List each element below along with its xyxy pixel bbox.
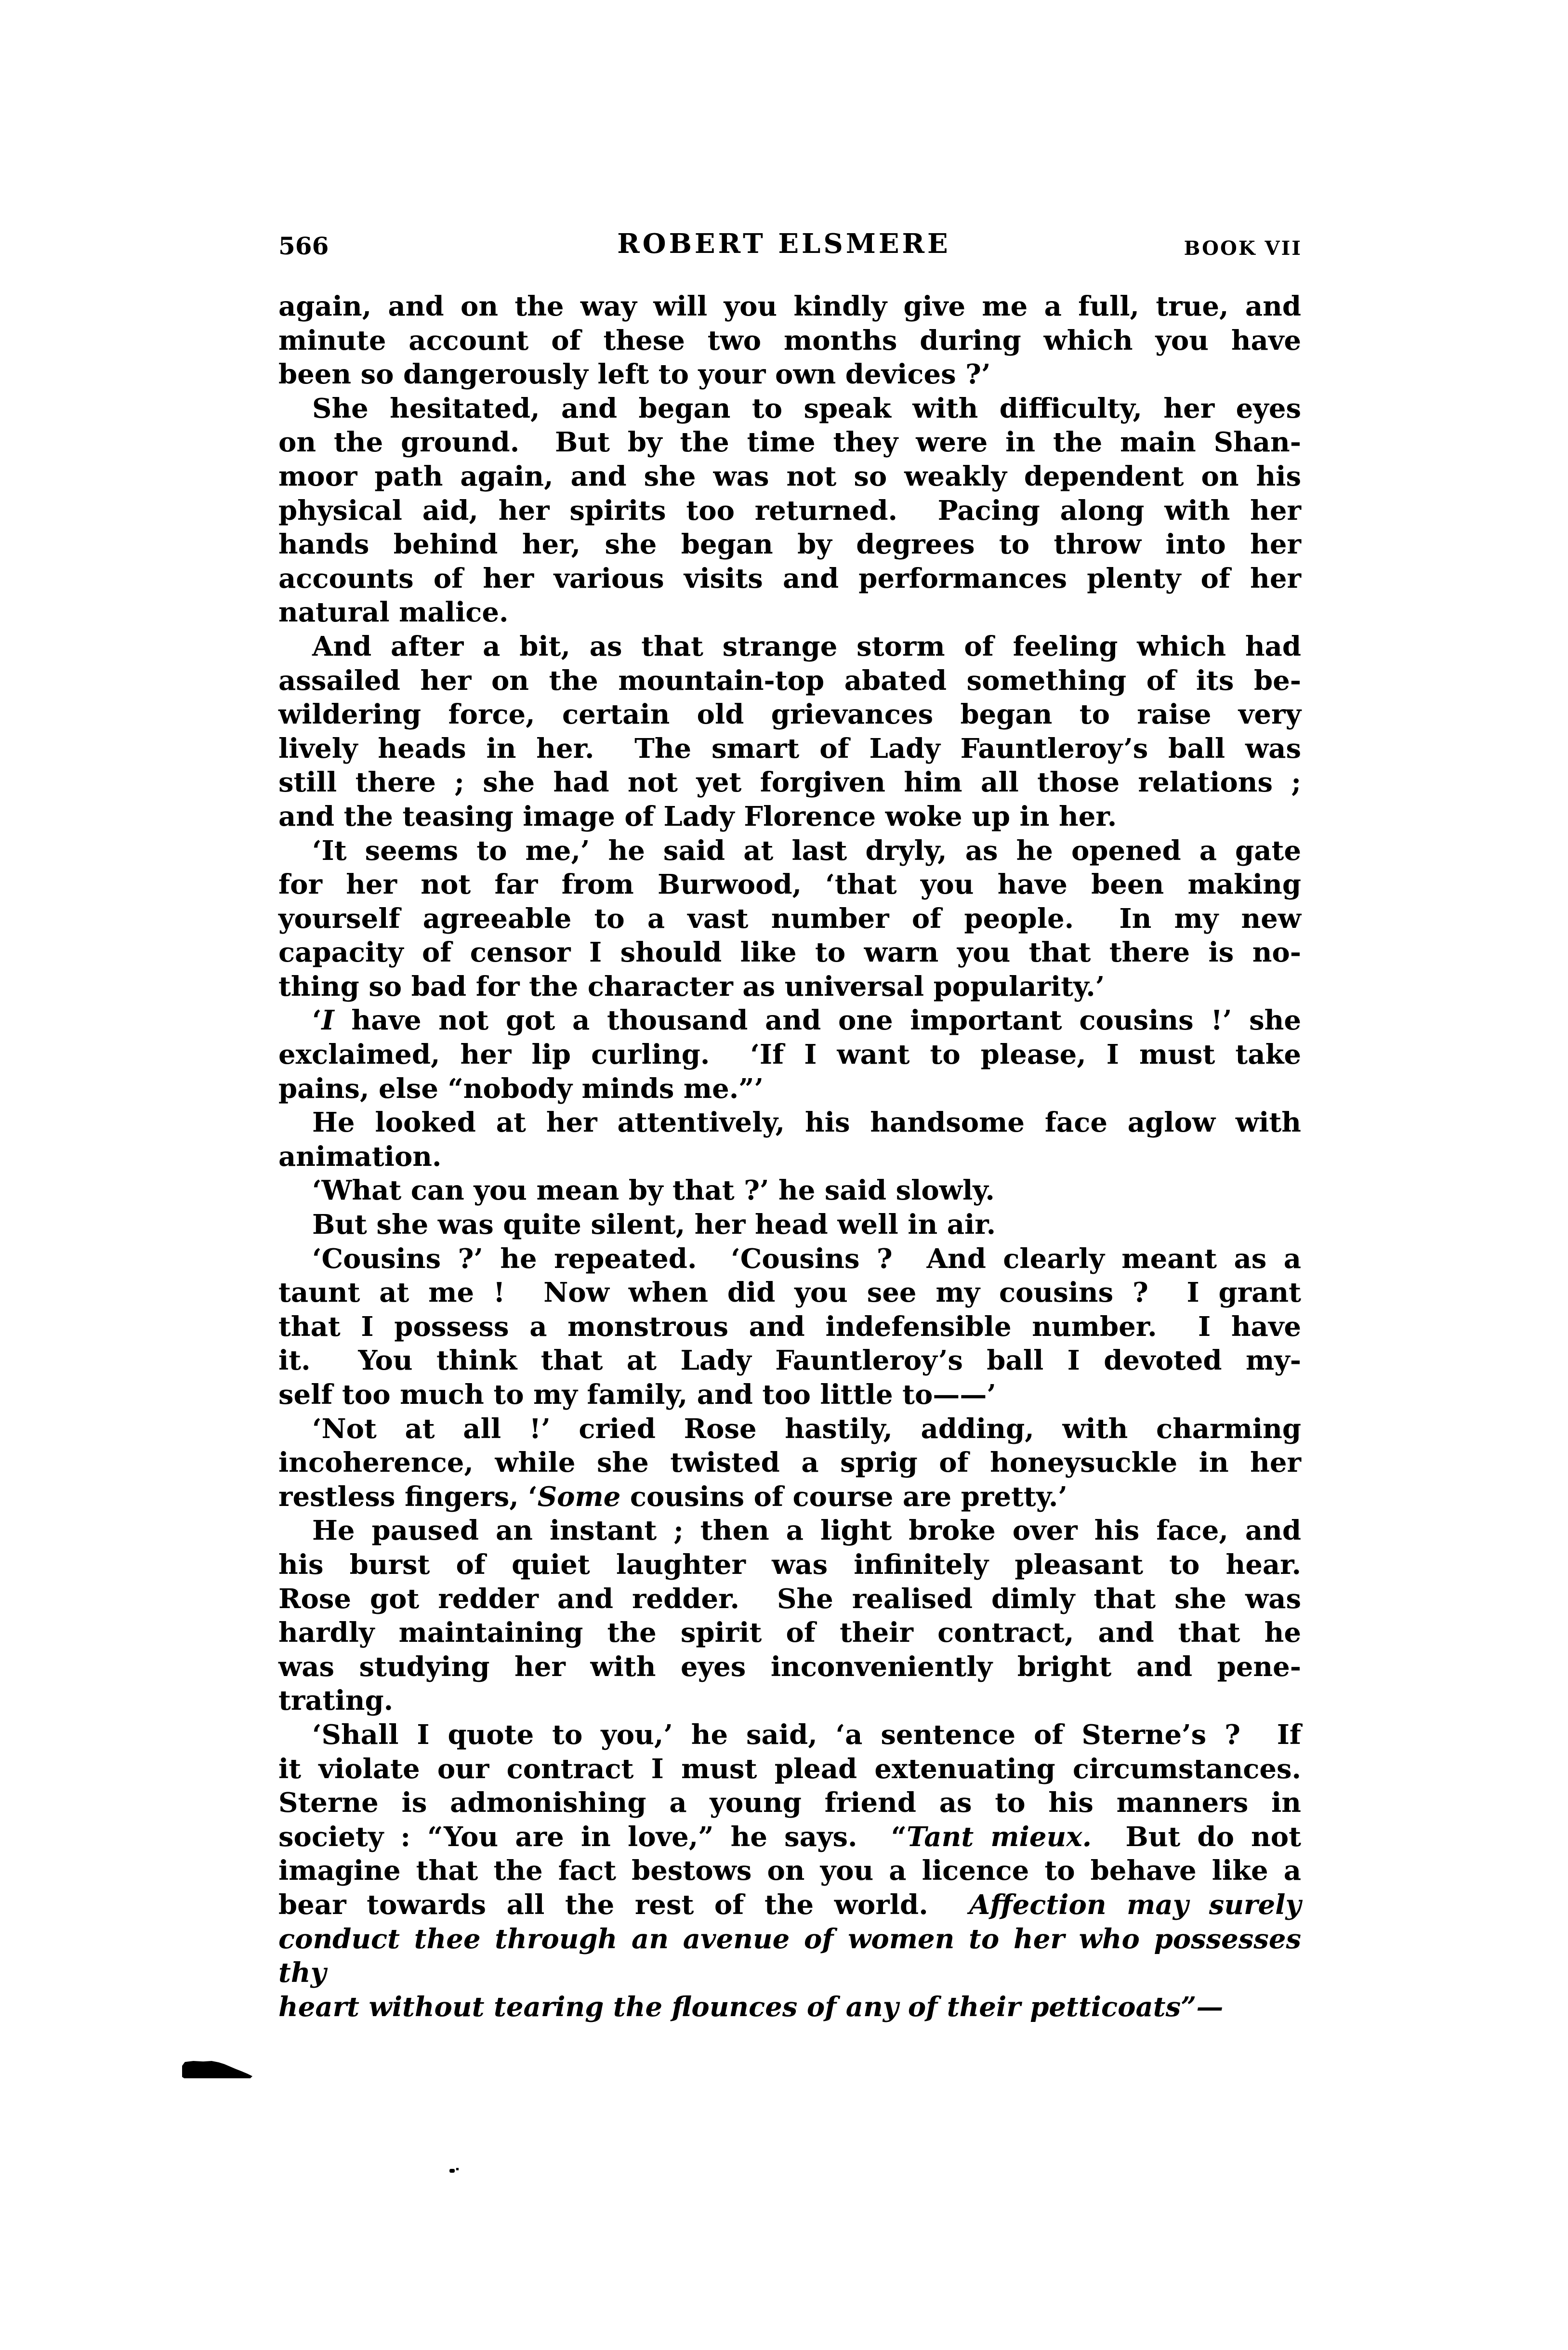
text-segment: And after a bit, as that strange storm of feeling which had bbox=[312, 630, 1301, 662]
text-segment: Rose got redder and redder. She realised dimly that she was bbox=[278, 1583, 1301, 1615]
italic-text-segment: Some bbox=[537, 1480, 621, 1513]
text-segment: ‘What can you mean by that ?’ he said slowly. bbox=[312, 1175, 995, 1207]
text-line bbox=[278, 1072, 1301, 1106]
text-line bbox=[278, 1378, 1301, 1412]
text-segment: self too much to my family, and too little to——’ bbox=[278, 1379, 996, 1411]
text-segment: it. You think that at Lady Fauntleroy’s ball I devoted my- bbox=[278, 1345, 1301, 1377]
text-line bbox=[278, 1990, 1301, 2024]
text-segment: wildering force, certain old grievances began to raise very bbox=[278, 699, 1301, 731]
text-line bbox=[278, 1786, 1301, 1820]
text-line bbox=[278, 1582, 1301, 1616]
text-segment: on the ground. But by the time they were in the main Shan- bbox=[278, 426, 1301, 459]
text-segment: ‘Not at all !’ cried Rose hastily, adding, with charming bbox=[312, 1413, 1301, 1445]
text-line bbox=[278, 1888, 1301, 1922]
text-segment: trating. bbox=[278, 1685, 394, 1717]
text-line bbox=[278, 1276, 1301, 1310]
text-line bbox=[278, 1344, 1301, 1378]
page-header bbox=[0, 228, 1568, 267]
text-line bbox=[278, 1208, 1301, 1242]
text-segment: imagine that the fact bestows on you a licence to behave like a bbox=[278, 1855, 1301, 1887]
text-line bbox=[278, 1038, 1301, 1072]
text-line bbox=[278, 1514, 1301, 1548]
text-line bbox=[278, 1480, 1301, 1514]
text-segment: was studying her with eyes inconveniently bright and pene- bbox=[278, 1650, 1301, 1683]
ink-speck-artifact bbox=[456, 2168, 459, 2170]
text-segment: it violate our contract I must plead extenuating circumstances. bbox=[278, 1753, 1301, 1785]
text-segment: He looked at her attentively, his handsome face aglow with bbox=[312, 1107, 1301, 1139]
text-segment: have not got a thousand and one important cousins !’ she bbox=[334, 1004, 1301, 1037]
text-line bbox=[278, 1718, 1301, 1752]
text-line bbox=[278, 460, 1301, 494]
italic-text-segment: Tant mieux. bbox=[907, 1821, 1092, 1853]
text-line bbox=[278, 834, 1301, 868]
ink-speck-artifact bbox=[449, 2169, 455, 2173]
italic-text-segment: heart without tearing the flounces of any of their petticoats”— bbox=[278, 1991, 1224, 2023]
text-segment: again, and on the way will you kindly give me a full, true, and bbox=[278, 290, 1301, 322]
text-line bbox=[278, 868, 1301, 902]
text-segment: capacity of censor I should like to warn you that there is no- bbox=[278, 937, 1301, 969]
text-line bbox=[278, 425, 1301, 460]
text-segment: But do not bbox=[1092, 1821, 1301, 1853]
text-line bbox=[278, 1752, 1301, 1786]
text-line bbox=[278, 494, 1301, 528]
text-line bbox=[278, 1854, 1301, 1888]
text-line bbox=[278, 528, 1301, 562]
text-segment: animation. bbox=[278, 1140, 442, 1173]
text-segment: ‘Shall I quote to you,’ he said, ‘a sentence of Sterne’s ? If bbox=[312, 1718, 1301, 1751]
text-segment: pains, else “nobody minds me.”’ bbox=[278, 1072, 764, 1105]
text-segment: He paused an instant ; then a light broke over his face, and bbox=[312, 1515, 1301, 1547]
text-line bbox=[278, 1242, 1301, 1276]
text-segment: society : “You are in love,” he says. “ bbox=[278, 1821, 907, 1853]
text-segment: hardly maintaining the spirit of their contract, and that he bbox=[278, 1617, 1301, 1649]
text-line bbox=[278, 630, 1301, 664]
text-segment: incoherence, while she twisted a sprig of honeysuckle in her bbox=[278, 1447, 1301, 1479]
text-segment: lively heads in her. The smart of Lady Fauntleroy’s ball was bbox=[278, 732, 1301, 765]
text-line bbox=[278, 1820, 1301, 1854]
text-line bbox=[278, 1922, 1301, 1990]
italic-text-segment: I bbox=[321, 1004, 334, 1037]
text-segment: bear towards all the rest of the world. bbox=[278, 1888, 969, 1921]
text-segment: She hesitated, and began to speak with difficulty, her eyes bbox=[312, 392, 1301, 424]
text-segment: for her not far from Burwood, ‘that you have been making bbox=[278, 869, 1301, 901]
text-segment: ‘Cousins ?’ he repeated. ‘Cousins ? And clearly meant as a bbox=[312, 1242, 1301, 1275]
text-line bbox=[278, 800, 1301, 834]
text-line bbox=[278, 698, 1301, 732]
text-line bbox=[278, 1548, 1301, 1582]
text-segment: thing so bad for the character as universal popularity.’ bbox=[278, 970, 1105, 1003]
text-line bbox=[278, 324, 1301, 358]
text-segment: moor path again, and she was not so weakly dependent on his bbox=[278, 460, 1301, 492]
italic-text-segment: conduct thee through an avenue of women to her who possesses thy bbox=[278, 1923, 1301, 1989]
text-segment: his burst of quiet laughter was infinitely pleasant to hear. bbox=[278, 1548, 1301, 1581]
text-segment: minute account of these two months during which you have bbox=[278, 324, 1301, 356]
text-segment: been so dangerously left to your own devices ?’ bbox=[278, 358, 991, 391]
text-segment: assailed her on the mountain-top abated something of its be- bbox=[278, 664, 1301, 697]
text-segment: hands behind her, she began by degrees to throw into her bbox=[278, 528, 1301, 561]
text-line bbox=[278, 902, 1301, 936]
book-section-label: BOOK VII bbox=[1184, 237, 1302, 260]
text-line bbox=[278, 936, 1301, 970]
text-segment: and the teasing image of Lady Florence woke up in her. bbox=[278, 800, 1117, 832]
text-line bbox=[278, 562, 1301, 596]
text-line bbox=[278, 1616, 1301, 1650]
text-segment: yourself agreeable to a vast number of people. In my new bbox=[278, 902, 1301, 935]
text-line bbox=[278, 1684, 1301, 1718]
text-segment: still there ; she had not yet forgiven him all those relations ; bbox=[278, 766, 1301, 799]
text-line bbox=[278, 766, 1301, 800]
text-segment: exclaimed, her lip curling. ‘If I want to please, I must take bbox=[278, 1039, 1301, 1071]
text-segment: But she was quite silent, her head well in air. bbox=[312, 1209, 996, 1241]
page-number: 566 bbox=[278, 232, 329, 260]
text-line bbox=[278, 1174, 1301, 1208]
text-line bbox=[278, 357, 1301, 392]
text-line bbox=[278, 1412, 1301, 1446]
text-segment: physical aid, her spirits too returned. Pacing along with her bbox=[278, 494, 1301, 527]
text-line bbox=[278, 290, 1301, 324]
text-line bbox=[278, 1140, 1301, 1174]
text-segment: restless fingers, ‘ bbox=[278, 1480, 538, 1513]
body-text bbox=[278, 290, 1301, 2024]
text-segment: cousins of course are pretty.’ bbox=[620, 1480, 1067, 1513]
text-line bbox=[278, 1106, 1301, 1140]
text-line bbox=[278, 1310, 1301, 1344]
text-segment: ‘It seems to me,’ he said at last dryly, as he opened a gate bbox=[312, 834, 1301, 867]
text-segment: Sterne is admonishing a young friend as to his manners in bbox=[278, 1787, 1301, 1819]
text-line bbox=[278, 970, 1301, 1004]
text-line bbox=[278, 732, 1301, 766]
ink-blot-artifact bbox=[182, 2061, 252, 2078]
text-segment: that I possess a monstrous and indefensible number. I have bbox=[278, 1310, 1301, 1343]
text-line bbox=[278, 1003, 1301, 1038]
text-line bbox=[278, 595, 1301, 630]
text-line bbox=[278, 664, 1301, 698]
text-segment: accounts of her various visits and performances plenty of her bbox=[278, 562, 1301, 594]
running-title: ROBERT ELSMERE bbox=[617, 228, 951, 260]
text-segment: natural malice. bbox=[278, 596, 509, 629]
text-line bbox=[278, 392, 1301, 426]
text-segment: taunt at me ! Now when did you see my cousins ? I grant bbox=[278, 1277, 1301, 1309]
text-line bbox=[278, 1446, 1301, 1480]
text-line bbox=[278, 1650, 1301, 1684]
italic-text-segment: Affection may surely bbox=[969, 1888, 1301, 1921]
text-segment: ‘ bbox=[312, 1004, 322, 1037]
